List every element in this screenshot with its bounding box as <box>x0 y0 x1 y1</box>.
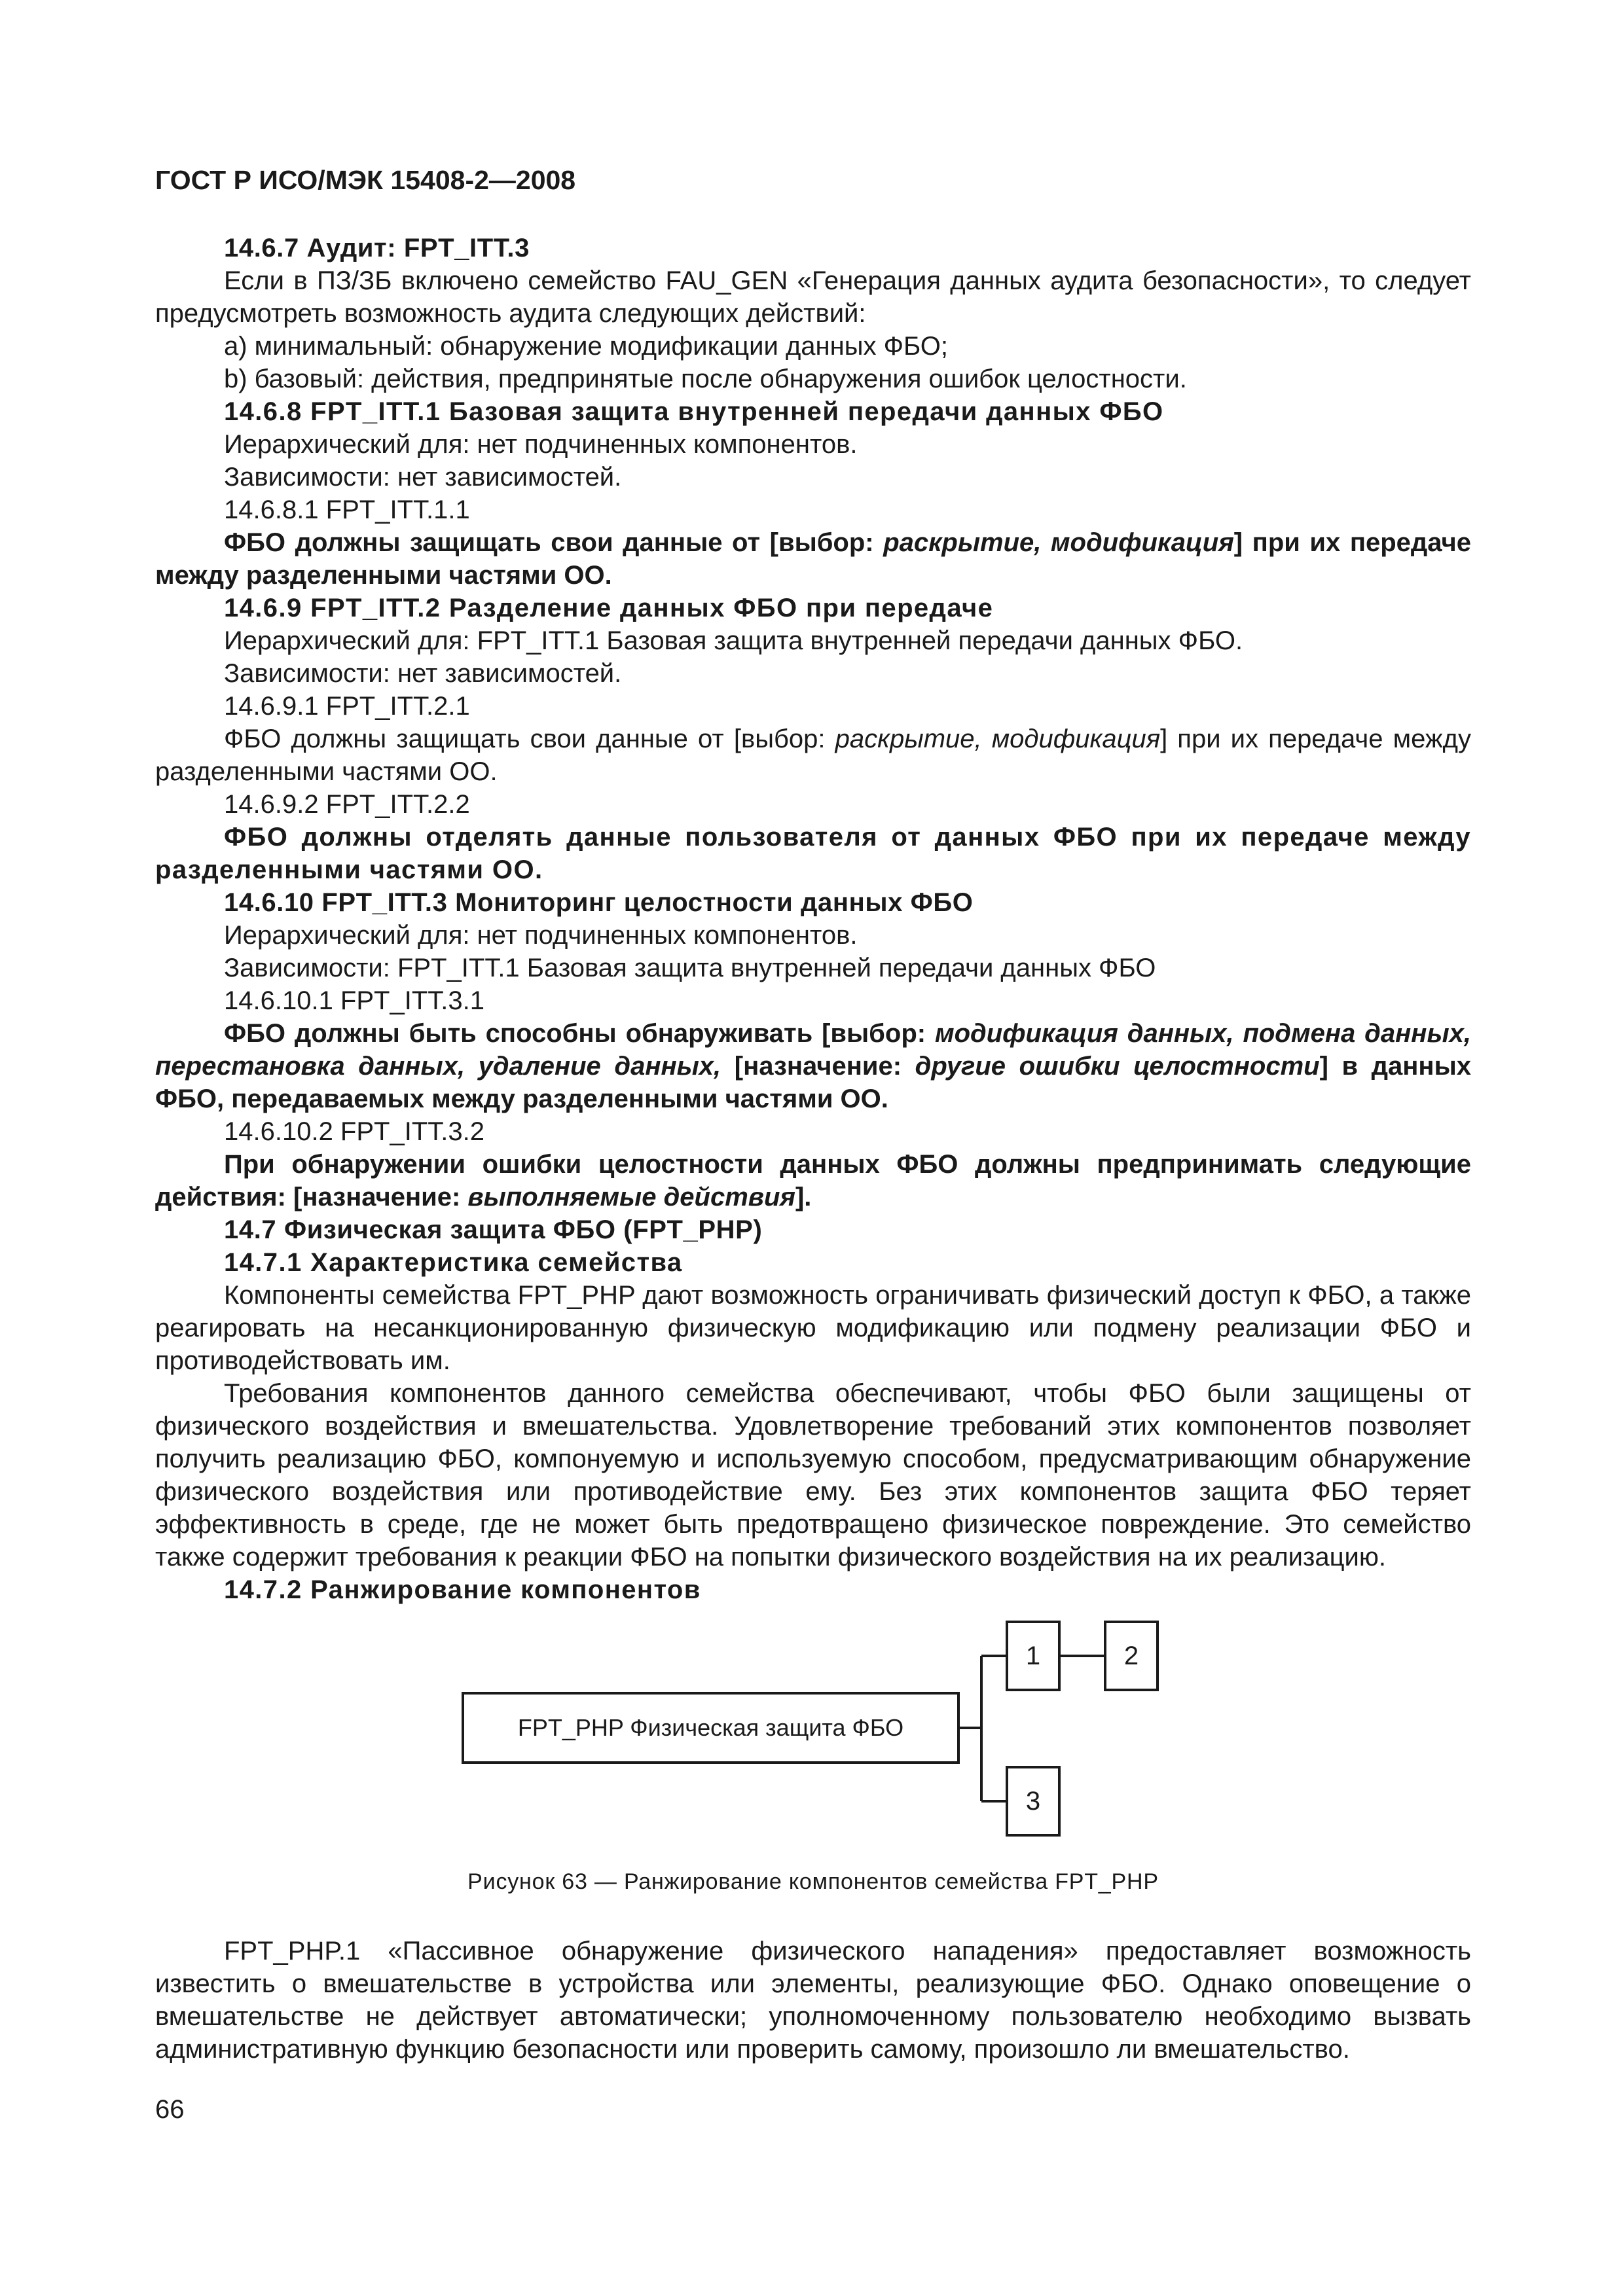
requirement-part: ФБО должны защищать свои данные от [выбор: <box>224 725 835 753</box>
requirement-part: ]. <box>795 1183 812 1211</box>
requirement-selection: модификация данных, подмена данных, перестановка данных, удаление данных, <box>155 1019 1471 1081</box>
paragraph: 14.6.10.1 FPT_ITT.3.1 <box>224 986 484 1015</box>
requirement-part: ] при их передаче между разделенными частями ОО. <box>155 725 1471 786</box>
paragraph: FPT_PHP.1 «Пассивное обнаружение физического нападения» предоставляет возможность известить о вмешательстве в устройства или элементы, реализующие ФБО. Однако оповещение о вмешательстве не действует автоматически; уполномоченному пользователю необходимо вызвать административную функцию безопасности или проверить самому, произошло ли вмешательство. <box>155 1937 1471 2064</box>
section-heading: 14.7 Физическая защита ФБО (FPT_PHP) <box>224 1215 763 1244</box>
page-number: 66 <box>155 2095 185 2124</box>
list-item: a) минимальный: обнаружение модификации данных ФБО; <box>224 332 949 361</box>
paragraph: Если в ПЗ/ЗБ включено семейство FAU_GEN «Генерация данных аудита безопасности», то следует предусмотреть возможность аудита следующих действий: <box>155 266 1471 328</box>
requirement-part: При обнаружении ошибки целостности данных ФБО должны предпринимать следующие действия: [назначение: <box>155 1150 1471 1211</box>
component-levelling-diagram <box>155 1618 1471 1854</box>
paragraph: 14.6.9.2 FPT_ITT.2.2 <box>224 790 470 819</box>
paragraph: Зависимости: нет зависимостей. <box>224 463 622 492</box>
requirement-assignment: выполняемые действия <box>467 1183 795 1211</box>
paragraph: Иерархический для: FPT_ITT.1 Базовая защита внутренней передачи данных ФБО. <box>224 626 1243 655</box>
paragraph: Требования компонентов данного семейства обеспечивают, чтобы ФБО были защищены от физического воздействия и вмешательства. Удовлетворение требований этих компонентов позволяет получить реализацию ФБО, компонуемую и используемую способом, предусматривающим обнаружение физического воздействия или противодействие ему. Без этих компонентов защита ФБО теряет эффективность в среде, где не может быть предотвращено физическое повреждение. Это семейство также содержит требования к реакции ФБО на попытки физического воздействия на их реализацию. <box>155 1379 1471 1571</box>
document-page <box>155 164 1471 2126</box>
family-box-label: FPT_PHP Физическая защита ФБО <box>517 1714 904 1741</box>
paragraph: 14.6.10.2 FPT_ITT.3.2 <box>224 1117 484 1146</box>
paragraph: Зависимости: нет зависимостей. <box>224 659 622 688</box>
requirement-text: ФБО должны отделять данные пользователя от данных ФБО при их передаче между разделенными частями ОО. <box>155 823 1471 884</box>
paragraph: Иерархический для: нет подчиненных компонентов. <box>224 430 858 459</box>
requirement-part: ФБО должны быть способны обнаруживать [выбор: <box>224 1019 935 1048</box>
component-3-label: 3 <box>1025 1787 1041 1816</box>
requirement-part: ] в данных ФБО, передаваемых между разделенными частями ОО. <box>155 1052 1472 1113</box>
paragraph: Зависимости: FPT_ITT.1 Базовая защита внутренней передачи данных ФБО <box>224 954 1156 982</box>
section-heading: 14.7.2 Ранжирование компонентов <box>224 1575 701 1604</box>
paragraph: 14.6.9.1 FPT_ITT.2.1 <box>224 692 470 721</box>
requirement-selection: раскрытие, модификация <box>883 528 1234 557</box>
section-heading: 14.6.10 FPT_ITT.3 Мониторинг целостности данных ФБО <box>224 888 974 917</box>
requirement-part: ] при их передаче между разделенными частями ОО. <box>155 528 1472 590</box>
section-heading: 14.6.9 FPT_ITT.2 Разделение данных ФБО при передаче <box>224 594 994 622</box>
section-heading: 14.6.7 Аудит: FPT_ITT.3 <box>224 234 530 262</box>
component-1-label: 1 <box>1025 1641 1041 1670</box>
figure-caption: Рисунок 63 — Ранжирование компонентов семейства FPT_PHP <box>467 1869 1159 1894</box>
section-heading: 14.6.8 FPT_ITT.1 Базовая защита внутренней передачи данных ФБО <box>224 397 1164 426</box>
requirement-text <box>155 1148 1471 1213</box>
requirement-text <box>155 526 1471 592</box>
section-heading: 14.7.1 Характеристика семейства <box>224 1248 683 1277</box>
paragraph: Иерархический для: нет подчиненных компонентов. <box>224 921 858 950</box>
component-2-label: 2 <box>1123 1641 1139 1670</box>
requirement-part: [назначение: <box>721 1052 915 1081</box>
requirement-selection: раскрытие, модификация <box>835 725 1161 753</box>
list-item: b) базовый: действия, предпринятые после обнаружения ошибок целостности. <box>224 365 1187 393</box>
requirement-text <box>155 723 1471 788</box>
paragraph: 14.6.8.1 FPT_ITT.1.1 <box>224 495 470 524</box>
requirement-part: ФБО должны защищать свои данные от [выбор: <box>224 528 884 557</box>
document-header: ГОСТ Р ИСО/МЭК 15408-2—2008 <box>155 165 576 195</box>
requirement-text <box>155 1017 1471 1115</box>
paragraph: Компоненты семейства FPT_PHP дают возможность ограничивать физический доступ к ФБО, а также реагировать на несанкционированную физическую модификацию или подмену реализации ФБО и противодействовать им. <box>155 1281 1471 1375</box>
requirement-assignment: другие ошибки целостности <box>915 1052 1320 1081</box>
